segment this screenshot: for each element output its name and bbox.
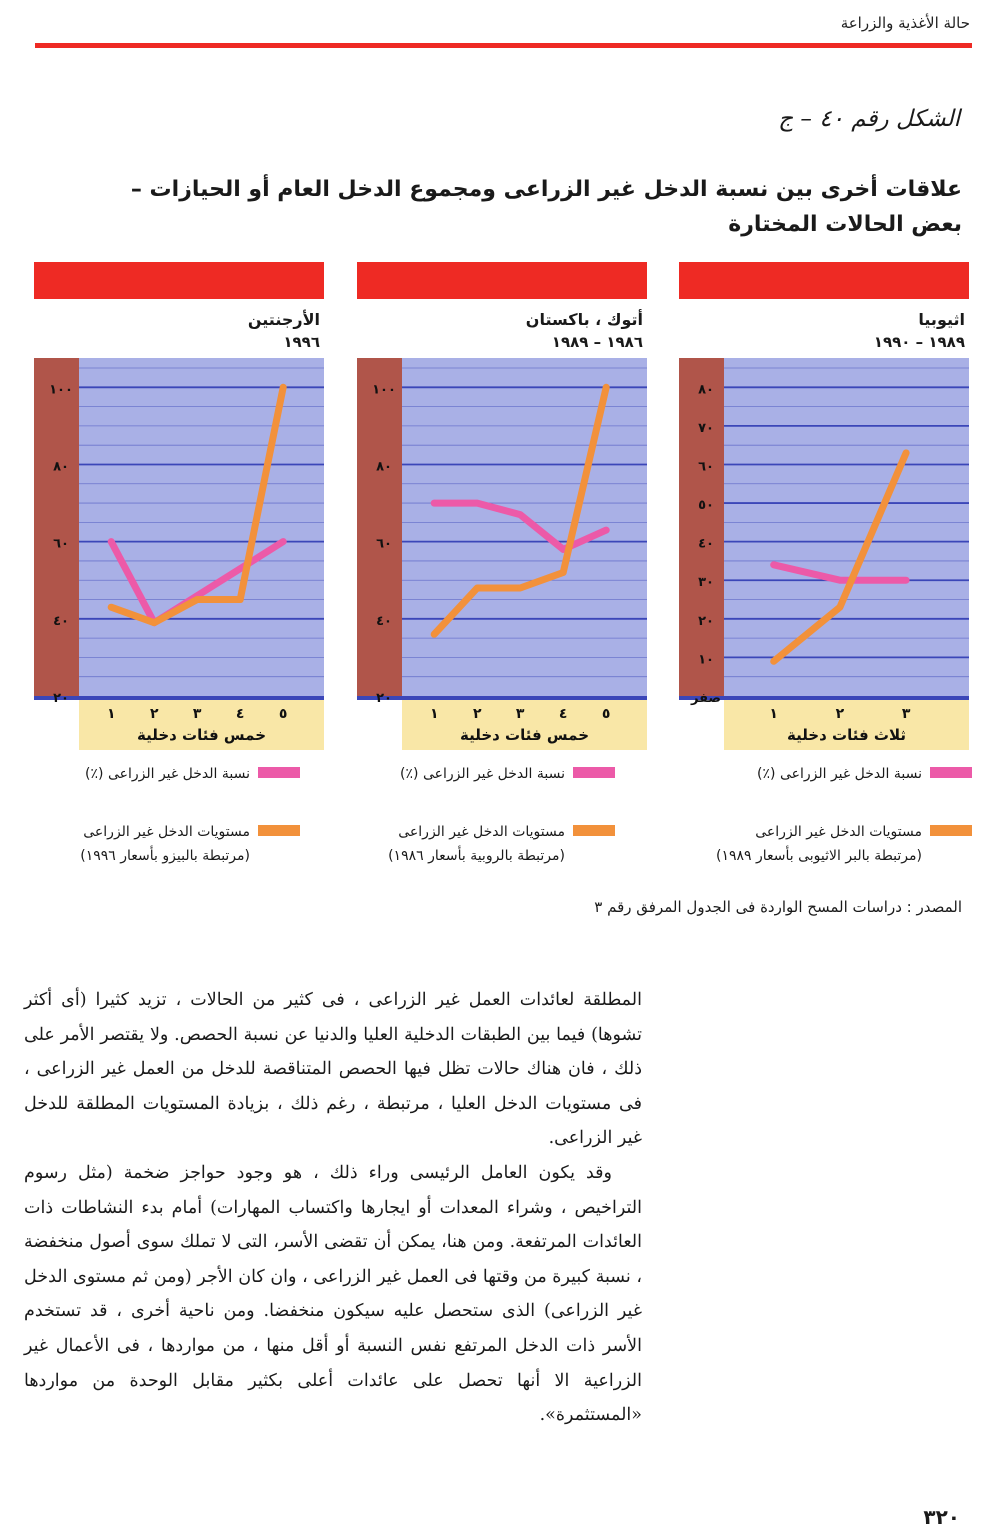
x-tick-label: ٢ — [472, 706, 482, 722]
data-point — [431, 631, 437, 637]
legend-ethiopia — [672, 762, 972, 872]
panel-period: ١٩٨٩ – ١٩٩٠ — [873, 333, 965, 351]
data-point — [108, 604, 114, 610]
data-point — [770, 562, 776, 568]
data-point — [151, 619, 157, 625]
data-point — [474, 500, 480, 506]
y-tick-label: ٢٠ — [698, 613, 714, 629]
x-axis-line — [34, 696, 324, 700]
x-tick-label: ٣ — [192, 706, 202, 722]
x-tick-label: ٤ — [558, 706, 568, 722]
y-tick-label: ٥٠ — [698, 498, 714, 514]
data-point — [280, 384, 286, 390]
figure-label: الشكل رقم ٤٠ – ج — [778, 106, 960, 132]
panel-header-bar — [34, 262, 324, 299]
panel-ethiopia — [679, 262, 969, 762]
paragraph: المطلقة لعائدات العمل غير الزراعى ، فى كثير من الحالات ، تزيد كثيرا (أى أكثر تشوها) فيما بين الطبقات الدخلية العليا والدنيا عن نسبة الحصص. ولا يقتصر الأمر على ذلك ، فان هناك حالات تظل فيها الحصص المتناقصة للدخل من العمل غير الزراعى ، فى مستويات الدخل العليا ، مرتبطة ، رغم ذلك ، بزيادة المستويات المطلقة للدخل غير الزراعى. — [24, 990, 642, 1149]
legend-pakistan — [315, 762, 615, 872]
y-axis-band — [357, 358, 402, 696]
x-tick-label: ٥ — [601, 706, 611, 722]
data-point — [903, 577, 909, 583]
x-tick-label: ٢ — [149, 706, 159, 722]
y-tick-label: ١٠ — [698, 652, 714, 668]
x-tick-label: ٣ — [515, 706, 525, 722]
legend-item-level — [388, 820, 615, 868]
legend-label: مستويات الدخل غير الزراعى — [398, 824, 565, 840]
legend-label: مستويات الدخل غير الزراعى — [755, 824, 922, 840]
legend-item-share — [757, 762, 972, 786]
panel-country: أتوك ، باكستان — [525, 310, 643, 329]
y-tick-label: ٦٠ — [376, 536, 392, 552]
y-tick-label: صفر — [690, 691, 722, 706]
y-tick-label: ٢٠ — [53, 691, 69, 706]
chart-argentina — [34, 358, 324, 750]
legend-argentina — [0, 762, 300, 872]
data-point — [837, 577, 843, 583]
data-point — [517, 511, 523, 517]
y-tick-label: ١٠٠ — [372, 382, 396, 398]
panel-period: ١٩٨٦ – ١٩٨٩ — [551, 333, 643, 351]
y-tick-label: ٨٠ — [698, 382, 714, 398]
panel-header-bar — [357, 262, 647, 299]
pink-swatch — [258, 767, 300, 778]
x-axis-title: ثلاث فئات دخلية — [786, 726, 907, 744]
data-point — [517, 585, 523, 591]
page-number: ٣٢٠ — [923, 1505, 960, 1529]
y-axis-band — [679, 358, 724, 696]
legend-item-share — [85, 762, 300, 786]
orange-swatch — [258, 825, 300, 836]
data-point — [837, 604, 843, 610]
panel-pakistan — [357, 262, 647, 762]
x-tick-label: ٤ — [235, 706, 245, 722]
legend-item-share — [400, 762, 615, 786]
legend-item-level — [716, 820, 972, 868]
data-point — [560, 569, 566, 575]
y-tick-label: ٦٠ — [698, 459, 714, 475]
legend-label: نسبة الدخل غير الزراعى (٪) — [757, 766, 922, 782]
data-point — [237, 596, 243, 602]
pink-swatch — [930, 767, 972, 778]
data-point — [431, 500, 437, 506]
running-head: حالة الأغذية والزراعة — [840, 14, 970, 32]
x-tick-label: ٥ — [278, 706, 288, 722]
orange-swatch — [573, 825, 615, 836]
y-tick-label: ٣٠ — [698, 575, 714, 591]
data-point — [280, 538, 286, 544]
x-axis-line — [357, 696, 647, 700]
top-red-rule — [35, 43, 972, 48]
panel-period: ١٩٩٦ — [283, 333, 320, 351]
chart-ethiopia — [679, 358, 969, 750]
legend-item-level — [80, 820, 300, 868]
panel-header-bar — [679, 262, 969, 299]
x-axis-title: خمس فئات دخلية — [136, 726, 267, 744]
x-tick-label: ١ — [769, 706, 778, 722]
y-axis-band — [34, 358, 79, 696]
x-axis-line — [679, 696, 969, 700]
x-tick-label: ٣ — [901, 706, 911, 722]
data-point — [603, 384, 609, 390]
legend-label: نسبة الدخل غير الزراعى (٪) — [85, 766, 250, 782]
y-tick-label: ٧٠ — [698, 420, 714, 436]
data-point — [237, 565, 243, 571]
x-tick-label: ٢ — [835, 706, 845, 722]
legend-label: مستويات الدخل غير الزراعى — [83, 824, 250, 840]
body-text — [24, 983, 642, 1433]
legend-note: (مرتبطة بالروبية بأسعار ١٩٨٦) — [388, 848, 565, 864]
data-point — [108, 538, 114, 544]
chart-pakistan — [357, 358, 647, 750]
legend-note: (مرتبطة بالبيزو بأسعار ١٩٩٦) — [80, 848, 250, 864]
y-tick-label: ٨٠ — [376, 459, 392, 475]
data-point — [474, 585, 480, 591]
y-tick-label: ١٠٠ — [49, 382, 73, 398]
y-tick-label: ٤٠ — [698, 536, 714, 552]
x-tick-label: ١ — [106, 706, 116, 722]
data-point — [194, 596, 200, 602]
y-tick-label: ٤٠ — [376, 613, 392, 629]
data-point — [603, 527, 609, 533]
legend-label: نسبة الدخل غير الزراعى (٪) — [400, 766, 565, 782]
panel-argentina — [34, 262, 324, 762]
paragraph: وقد يكون العامل الرئيسى وراء ذلك ، هو وجود حواجز ضخمة (مثل رسوم التراخيص ، وشراء المعدات أو ايجارها واكتساب المهارات) أمام بدء النشاطات ذات العائدات المرتفعة. ومن هنا، يمكن أن تقضى الأسر، التى لا تملك سوى أصول منخفضة ، نسبة كبيرة من وقتها فى العمل غير الزراعى ، وان كان الأجر (ومن ثم مستوى الدخل غير الزراعى) الذى ستحصل عليه سيكون منخفضا. ومن ناحية أخرى ، قد تستخدم الأسر ذات الدخل المرتفع نفس النسبة أو أقل منها ، من مواردها ، فى الأعمال غير الزراعية الا أنها تحصل على عائدات أعلى بكثير مقابل الوحدة من مواردها «المستثمرة». — [24, 1162, 642, 1426]
source-note: المصدر : دراسات المسح الواردة فى الجدول المرفق رقم ٣ — [594, 898, 962, 916]
data-point — [770, 658, 776, 664]
y-tick-label: ٦٠ — [53, 536, 69, 552]
panel-country: الأرجنتين — [247, 310, 320, 329]
orange-swatch — [930, 825, 972, 836]
figure-title: علاقات أخرى بين نسبة الدخل غير الزراعى ومجموع الدخل العام أو الحيازات – بعض الحالات المختارة — [130, 177, 962, 237]
x-axis-title: خمس فئات دخلية — [459, 726, 590, 744]
panel-country: اثيوبيا — [918, 310, 965, 329]
legend-note: (مرتبطة بالبر الاثيوبى بأسعار ١٩٨٩) — [716, 848, 922, 864]
x-tick-label: ١ — [429, 706, 439, 722]
y-tick-label: ٢٠ — [376, 691, 392, 706]
data-point — [903, 450, 909, 456]
y-tick-label: ٤٠ — [53, 613, 69, 629]
y-tick-label: ٨٠ — [53, 459, 69, 475]
pink-swatch — [573, 767, 615, 778]
